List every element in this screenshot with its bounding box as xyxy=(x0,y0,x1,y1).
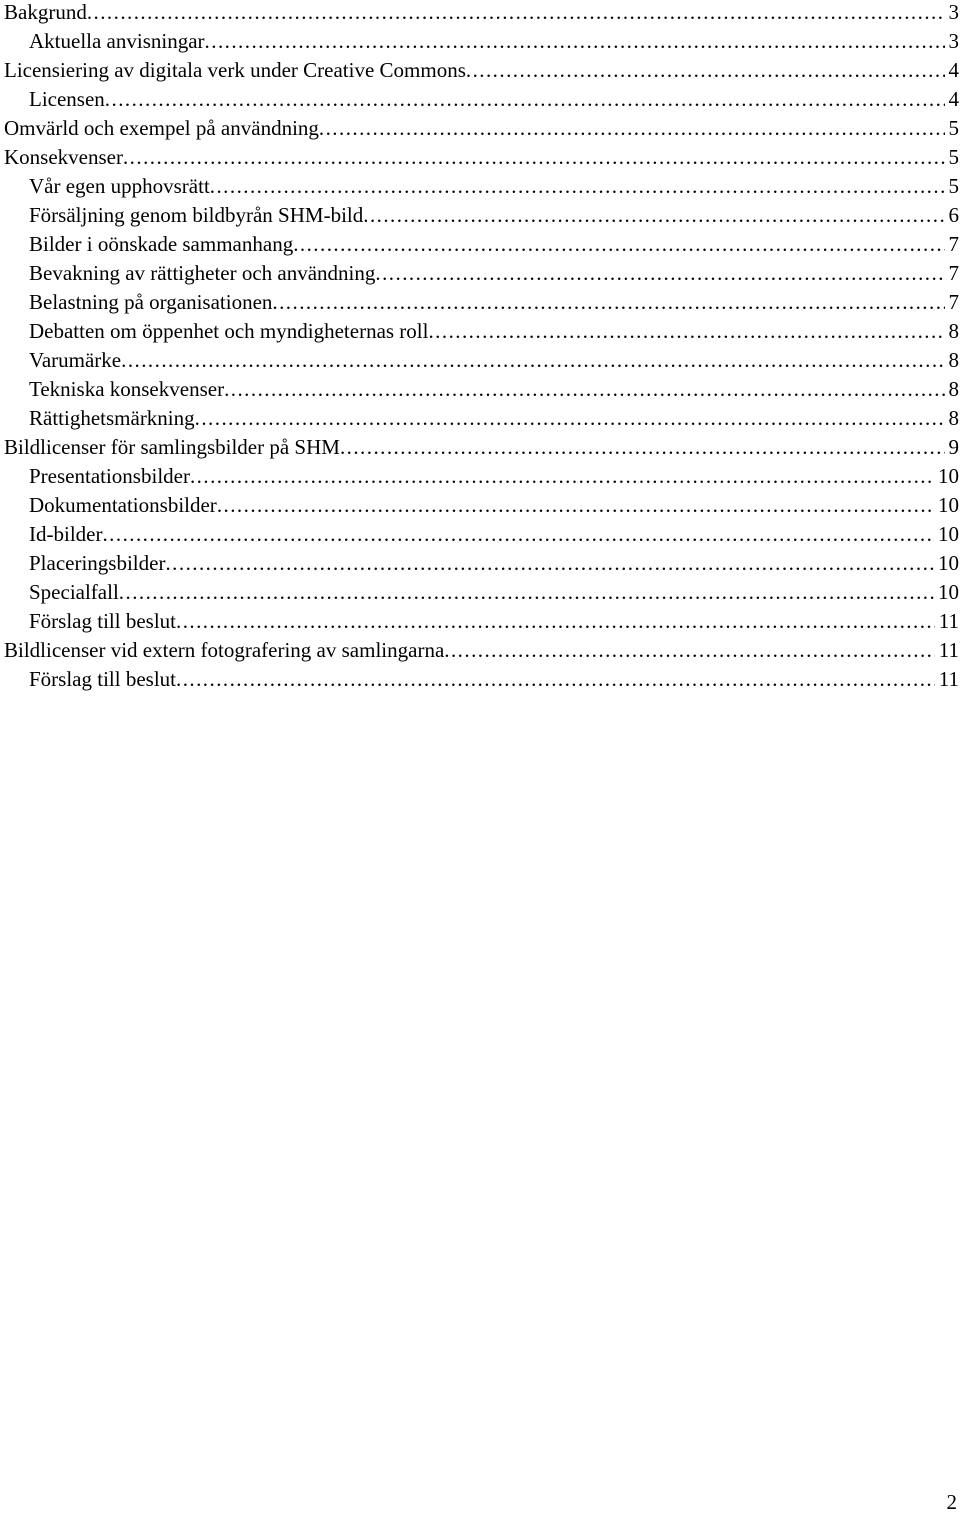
toc-dot-leader xyxy=(123,143,945,172)
toc-entry[interactable] xyxy=(4,143,959,172)
toc-entry-page: 10 xyxy=(938,580,959,604)
toc-dot-leader xyxy=(176,607,935,636)
toc-dot-leader xyxy=(428,317,944,346)
toc-entry-title: Bildlicenser för samlingsbilder på SHM xyxy=(4,435,340,459)
toc-entry-title: Konsekvenser xyxy=(4,145,123,169)
toc-dot-leader xyxy=(293,230,944,259)
toc-entry-title: Placeringsbilder xyxy=(29,551,166,575)
toc-dot-leader xyxy=(87,0,945,27)
toc-entry[interactable] xyxy=(4,404,959,433)
toc-entry-page: 8 xyxy=(948,348,959,372)
toc-dot-leader xyxy=(340,433,945,462)
toc-dot-leader xyxy=(190,462,934,491)
toc-entry-title: Varumärke xyxy=(29,348,122,372)
toc-entry[interactable] xyxy=(4,85,959,114)
toc-entry-page: 4 xyxy=(948,87,959,111)
toc-dot-leader xyxy=(102,520,934,549)
toc-dot-leader xyxy=(176,665,935,694)
toc-entry-title: Bakgrund xyxy=(4,0,87,24)
toc-entry-title: Licensiering av digitala verk under Creative Commons xyxy=(4,58,466,82)
toc-dot-leader xyxy=(165,549,934,578)
toc-entry[interactable] xyxy=(4,549,959,578)
toc-entry-title: Id-bilder xyxy=(29,522,103,546)
toc-entry-page: 10 xyxy=(938,551,959,575)
toc-entry[interactable] xyxy=(4,114,959,143)
toc-dot-leader xyxy=(272,288,944,317)
toc-dot-leader xyxy=(466,56,945,85)
table-of-contents xyxy=(4,0,959,694)
toc-entry-page: 5 xyxy=(948,116,959,140)
toc-entry[interactable] xyxy=(4,578,959,607)
toc-entry-title: Debatten om öppenhet och myndigheternas roll xyxy=(29,319,429,343)
toc-entry-title: Vår egen upphovsrätt xyxy=(29,174,210,198)
toc-entry-page: 7 xyxy=(948,261,959,285)
toc-entry-title: Dokumentationsbilder xyxy=(29,493,217,517)
toc-entry-page: 4 xyxy=(948,58,959,82)
toc-dot-leader xyxy=(195,404,945,433)
toc-dot-leader xyxy=(375,259,944,288)
toc-dot-leader xyxy=(363,201,944,230)
toc-entry[interactable] xyxy=(4,346,959,375)
toc-dot-leader xyxy=(319,114,945,143)
toc-entry[interactable] xyxy=(4,201,959,230)
toc-entry-title: Specialfall xyxy=(29,580,119,604)
toc-entry[interactable] xyxy=(4,317,959,346)
toc-dot-leader xyxy=(224,375,944,404)
toc-entry-page: 3 xyxy=(948,29,959,53)
toc-entry-page: 5 xyxy=(948,174,959,198)
toc-dot-leader xyxy=(217,491,934,520)
toc-dot-leader xyxy=(105,85,945,114)
toc-entry[interactable] xyxy=(4,230,959,259)
toc-entry[interactable] xyxy=(4,520,959,549)
toc-dot-leader xyxy=(444,636,935,665)
toc-entry[interactable] xyxy=(4,56,959,85)
toc-entry-title: Förslag till beslut xyxy=(29,609,176,633)
toc-entry-page: 11 xyxy=(938,667,959,691)
toc-entry-title: Omvärld och exempel på användning xyxy=(4,116,319,140)
toc-dot-leader xyxy=(121,346,944,375)
toc-entry[interactable] xyxy=(4,636,959,665)
toc-entry-page: 8 xyxy=(948,377,959,401)
toc-entry-page: 11 xyxy=(938,638,959,662)
toc-entry[interactable] xyxy=(4,607,959,636)
toc-entry-page: 10 xyxy=(938,522,959,546)
toc-entry-title: Licensen xyxy=(29,87,105,111)
toc-entry-title: Belastning på organisationen xyxy=(29,290,273,314)
toc-entry-page: 10 xyxy=(938,464,959,488)
toc-entry[interactable] xyxy=(4,288,959,317)
toc-dot-leader xyxy=(210,172,945,201)
toc-entry[interactable] xyxy=(4,491,959,520)
page-number: 2 xyxy=(946,1490,957,1514)
toc-entry[interactable] xyxy=(4,433,959,462)
toc-entry[interactable] xyxy=(4,375,959,404)
toc-entry-title: Bilder i oönskade sammanhang xyxy=(29,232,294,256)
toc-entry-title: Rättighetsmärkning xyxy=(29,406,195,430)
toc-dot-leader xyxy=(205,27,945,56)
toc-entry[interactable] xyxy=(4,27,959,56)
toc-entry[interactable] xyxy=(4,0,959,27)
toc-entry-page: 8 xyxy=(948,319,959,343)
toc-entry-page: 6 xyxy=(948,203,959,227)
toc-entry-title: Bildlicenser vid extern fotografering av samlingarna xyxy=(4,638,445,662)
toc-entry-title: Bevakning av rättigheter och användning xyxy=(29,261,376,285)
toc-entry-page: 5 xyxy=(948,145,959,169)
toc-entry-title: Aktuella anvisningar xyxy=(29,29,205,53)
toc-entry-page: 8 xyxy=(948,406,959,430)
toc-entry[interactable] xyxy=(4,259,959,288)
toc-entry-page: 7 xyxy=(948,290,959,314)
toc-entry-page: 9 xyxy=(948,435,959,459)
toc-entry-page: 3 xyxy=(948,0,959,24)
toc-entry-page: 10 xyxy=(938,493,959,517)
toc-entry[interactable] xyxy=(4,665,959,694)
toc-entry-page: 11 xyxy=(938,609,959,633)
toc-entry-title: Försäljning genom bildbyrån SHM-bild xyxy=(29,203,364,227)
toc-entry-title: Tekniska konsekvenser xyxy=(29,377,225,401)
toc-dot-leader xyxy=(119,578,934,607)
toc-entry-page: 7 xyxy=(948,232,959,256)
toc-entry[interactable] xyxy=(4,462,959,491)
toc-entry-title: Förslag till beslut xyxy=(29,667,176,691)
toc-entry[interactable] xyxy=(4,172,959,201)
toc-entry-title: Presentationsbilder xyxy=(29,464,190,488)
